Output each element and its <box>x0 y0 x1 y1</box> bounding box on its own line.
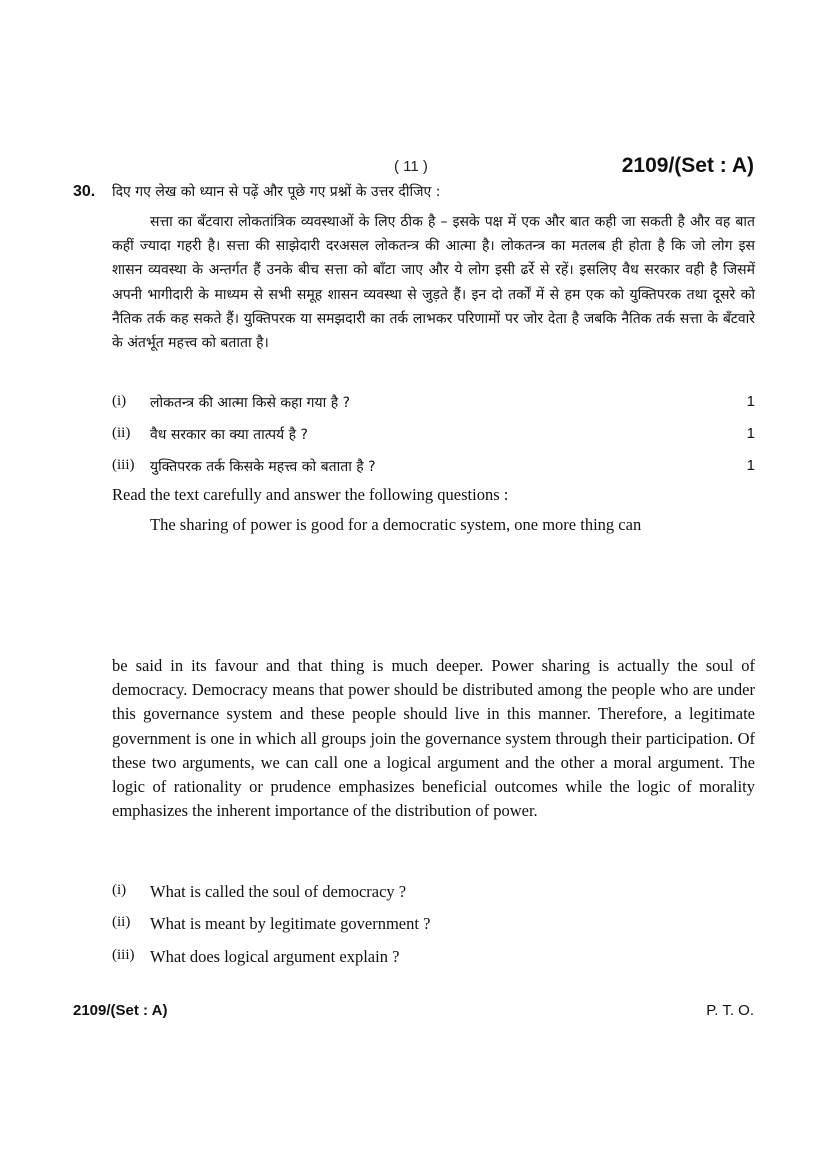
hindi-instruction: दिए गए लेख को ध्यान से पढ़ें और पूछे गए प्रश्नों के उत्तर दीजिए : <box>112 184 441 200</box>
sub-question-text: युक्तिपरक तर्क किसके महत्त्व को बताता है ? <box>150 459 376 475</box>
sub-question-number: (ii) <box>112 425 131 441</box>
page-number: ( 11 ) <box>394 158 428 175</box>
sub-question-text: लोकतन्त्र की आत्मा किसे कहा गया है ? <box>150 395 351 411</box>
sub-question-marks: 1 <box>746 393 755 410</box>
english-instruction: Read the text carefully and answer the following questions : <box>112 485 509 504</box>
question-number: 30. <box>73 183 96 200</box>
sub-question-text: What does logical argument explain ? <box>150 947 400 966</box>
sub-question-text: What is meant by legitimate government ? <box>150 914 431 933</box>
sub-question-number: (iii) <box>112 457 135 473</box>
sub-question-number: (i) <box>112 393 127 409</box>
sub-question-marks: 1 <box>746 457 755 474</box>
paper-code-footer: 2109/(Set : A) <box>73 1002 168 1019</box>
sub-question-text: वैध सरकार का क्या तात्पर्य है ? <box>150 427 308 443</box>
sub-question-number: (i) <box>112 882 127 898</box>
sub-question-marks: 1 <box>746 425 755 442</box>
english-passage: be said in its favour and that thing is much deeper. Power sharing is actually the soul of democracy. Democracy means that power should be distributed among the people who are under this governance system and these people should live in this manner. Therefore, a legitimate government is one in which all groups join the governance system through their participation. Of these two arguments, we can call one a logical argument and the other a moral argument. The logic of rationality or prudence emphasizes beneficial outcomes while the logic of morality emphasizes the inherent importance of the distribution of power. <box>112 656 755 821</box>
please-turn-over: P. T. O. <box>706 1002 754 1019</box>
english-passage-first-line: The sharing of power is good for a democratic system, one more thing can <box>150 515 642 534</box>
sub-question-text: What is called the soul of democracy ? <box>150 882 407 901</box>
sub-question-number: (ii) <box>112 914 131 930</box>
hindi-passage: सत्ता का बँटवारा लोकतांत्रिक व्यवस्थाओं के लिए ठीक है – इसके पक्ष में एक और बात कही जा सकती है और वह बात कहीं ज्यादा गहरी है। सत्ता की साझेदारी दरअसल लोकतन्त्र की आत्मा है। लोकतन्त्र का मतलब ही होता है कि जो लोग इस शासन व्यवस्था के अन्तर्गत हैं उनके बीच सत्ता को बाँटा जाए और ये लोग इसी ढर्रे से रहें। इसलिए वैध सरकार वही है जिसमें अपनी भागीदारी के माध्यम से सभी समूह शासन व्यवस्था से जुड़ते हैं। इन दो तर्कों में से हम एक को युक्तिपरक तथा दूसरे को नैतिक तर्क कह सकते हैं। युक्तिपरक या समझदारी का तर्क लाभकर परिणामों पर जोर देता है जबकि नैतिक तर्क सत्ता के बँटवारे के अंतर्भूत महत्त्व को बताता है। <box>112 214 755 352</box>
sub-question-number: (iii) <box>112 947 135 963</box>
paper-code-header: 2109/(Set : A) <box>621 154 754 177</box>
